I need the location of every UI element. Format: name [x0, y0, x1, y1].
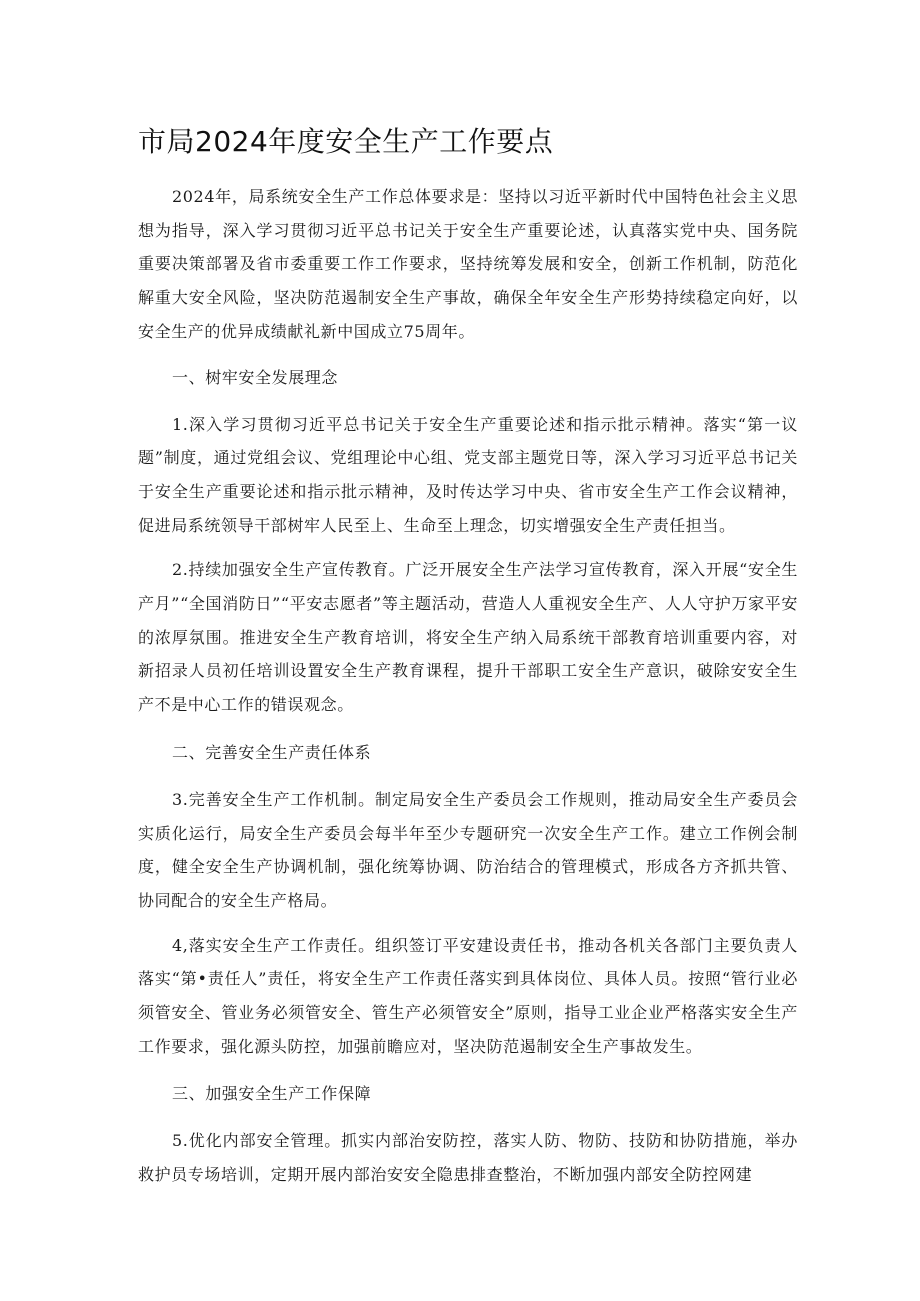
section-heading-3: 三、加强安全生产工作保障 — [172, 1084, 372, 1104]
section-2-item-4: 4,落实安全生产工作责任。组织签订平安建设责任书，推动各机关各部门主要负责人落实“第•责任人”责任，将安全生产工作责任落实到具体岗位、具体人员。按照“管行业必须管安全、管业务必须管安全、管生产必须管安全”原则，指导工业企业严格落实安全生产工作要求，强化源头防控，加强前瞻应对，坚决防范遏制安全生产事故发生。 — [138, 935, 798, 1056]
section-heading-2: 二、完善安全生产责任体系 — [172, 742, 372, 762]
section-3-item-5: 5.优化内部安全管理。抓实内部治安防控，落实人防、物防、技防和协防措施，举办救护员专场培训，定期开展内部治安安全隐患排查整治，不断加强内部安全防控网建 — [138, 1131, 798, 1185]
document-title: 市局2024年度安全生产工作要点 — [138, 125, 554, 158]
section-2-item-3: 3.完善安全生产工作机制。制定局安全生产委员会工作规则，推动局安全生产委员会实质化运行，局安全生产委员会每半年至少专题研究一次安全生产工作。建立工作例会制度，健全安全生产协调机制，强化统筹协调、防治结合的管理模式，形成各方齐抓共管、协同配合的安全生产格局。 — [138, 789, 798, 910]
document-body — [138, 180, 798, 1192]
section-1-item-2: 2.持续加强安全生产宣传教育。广泛开展安全生产法学习宣传教育，深入开展“安全生产月”“全国消防日”“平安志愿者”等主题活动，营造人人重视安全生产、人人守护万家平安的浓厚氛围。推进安全生产教育培训，将安全生产纳入局系统干部教育培训重要内容，对新招录人员初任培训设置安全生产教育课程，提升干部职工安全生产意识，破除安安全生产不是中心工作的错误观念。 — [138, 560, 798, 715]
section-1-item-1: 1.深入学习贯彻习近平总书记关于安全生产重要论述和指示批示精神。落实“第一议题”制度，通过党组会议、党组理论中心组、党支部主题党日等，深入学习习近平总书记关于安全生产重要论述和指示批示精神，及时传达学习中央、省市安全生产工作会议精神，促进局系统领导干部树牢人民至上、生命至上理念，切实增强安全生产责任担当。 — [138, 414, 798, 535]
intro-paragraph: 2024年，局系统安全生产工作总体要求是：坚持以习近平新时代中国特色社会主义思想为指导，深入学习贯彻习近平总书记关于安全生产重要论述，认真落实党中央、国务院重要决策部署及省市委重要工作工作要求，坚持统筹发展和安全，创新工作机制，防范化解重大安全风险，坚决防范遏制安全生产事故，确保全年安全生产形势持续稳定向好，以安全生产的优异成绩献礼新中国成立75周年。 — [138, 187, 798, 341]
section-heading-1: 一、树牢安全发展理念 — [172, 367, 339, 387]
